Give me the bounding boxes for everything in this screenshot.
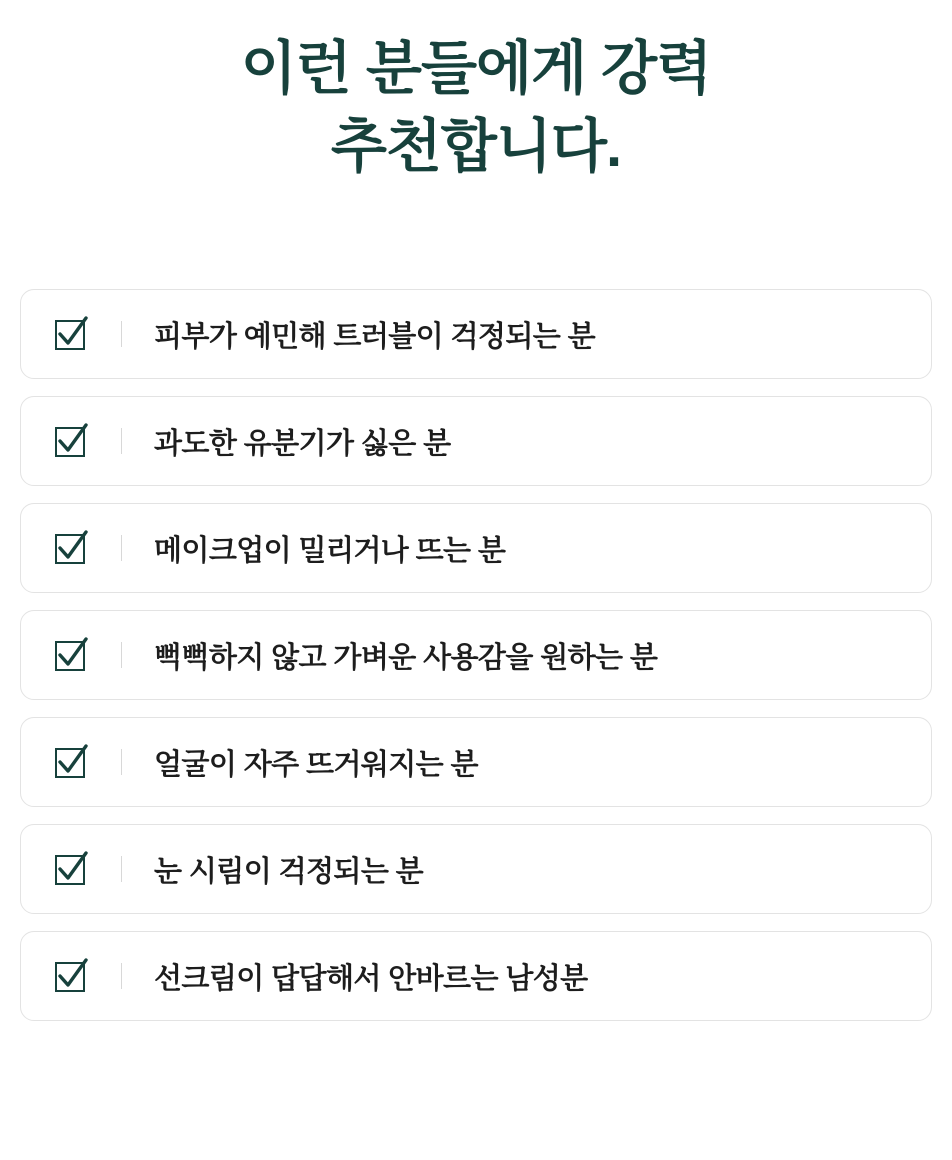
list-item-label: 과도한 유분기가 싫은 분	[154, 427, 451, 460]
check-mark-icon	[53, 423, 89, 459]
list-item	[20, 503, 932, 593]
list-item	[20, 396, 932, 486]
list-item	[20, 824, 932, 914]
row-divider	[121, 749, 122, 775]
check-mark-icon	[53, 637, 89, 673]
list-item	[20, 931, 932, 1021]
row-divider	[121, 642, 122, 668]
row-divider	[121, 535, 122, 561]
check-mark-icon	[53, 530, 89, 566]
page-title-line-2: 추천합니다.	[330, 114, 622, 180]
recommendation-checklist	[20, 289, 932, 1021]
check-mark-icon	[53, 851, 89, 887]
row-divider	[121, 856, 122, 882]
list-item-label: 메이크업이 밀리거나 뜨는 분	[154, 534, 506, 567]
check-mark-icon	[53, 316, 89, 352]
page-title	[241, 30, 711, 187]
list-item-label: 피부가 예민해 트러블이 걱정되는 분	[154, 320, 596, 353]
row-divider	[121, 321, 122, 347]
list-item	[20, 717, 932, 807]
list-item	[20, 289, 932, 379]
page-title-line-1: 이런 분들에게 강력	[240, 36, 712, 101]
list-item-label: 얼굴이 자주 뜨거워지는 분	[154, 748, 478, 781]
list-item-label: 뻑뻑하지 않고 가벼운 사용감을 원하는 분	[154, 641, 658, 674]
list-item-label: 선크림이 답답해서 안바르는 남성분	[154, 962, 588, 995]
list-item-label: 눈 시림이 걱정되는 분	[154, 855, 424, 888]
check-mark-icon	[53, 744, 89, 780]
row-divider	[121, 428, 122, 454]
list-item	[20, 610, 932, 700]
row-divider	[121, 963, 122, 989]
check-mark-icon	[53, 958, 89, 994]
